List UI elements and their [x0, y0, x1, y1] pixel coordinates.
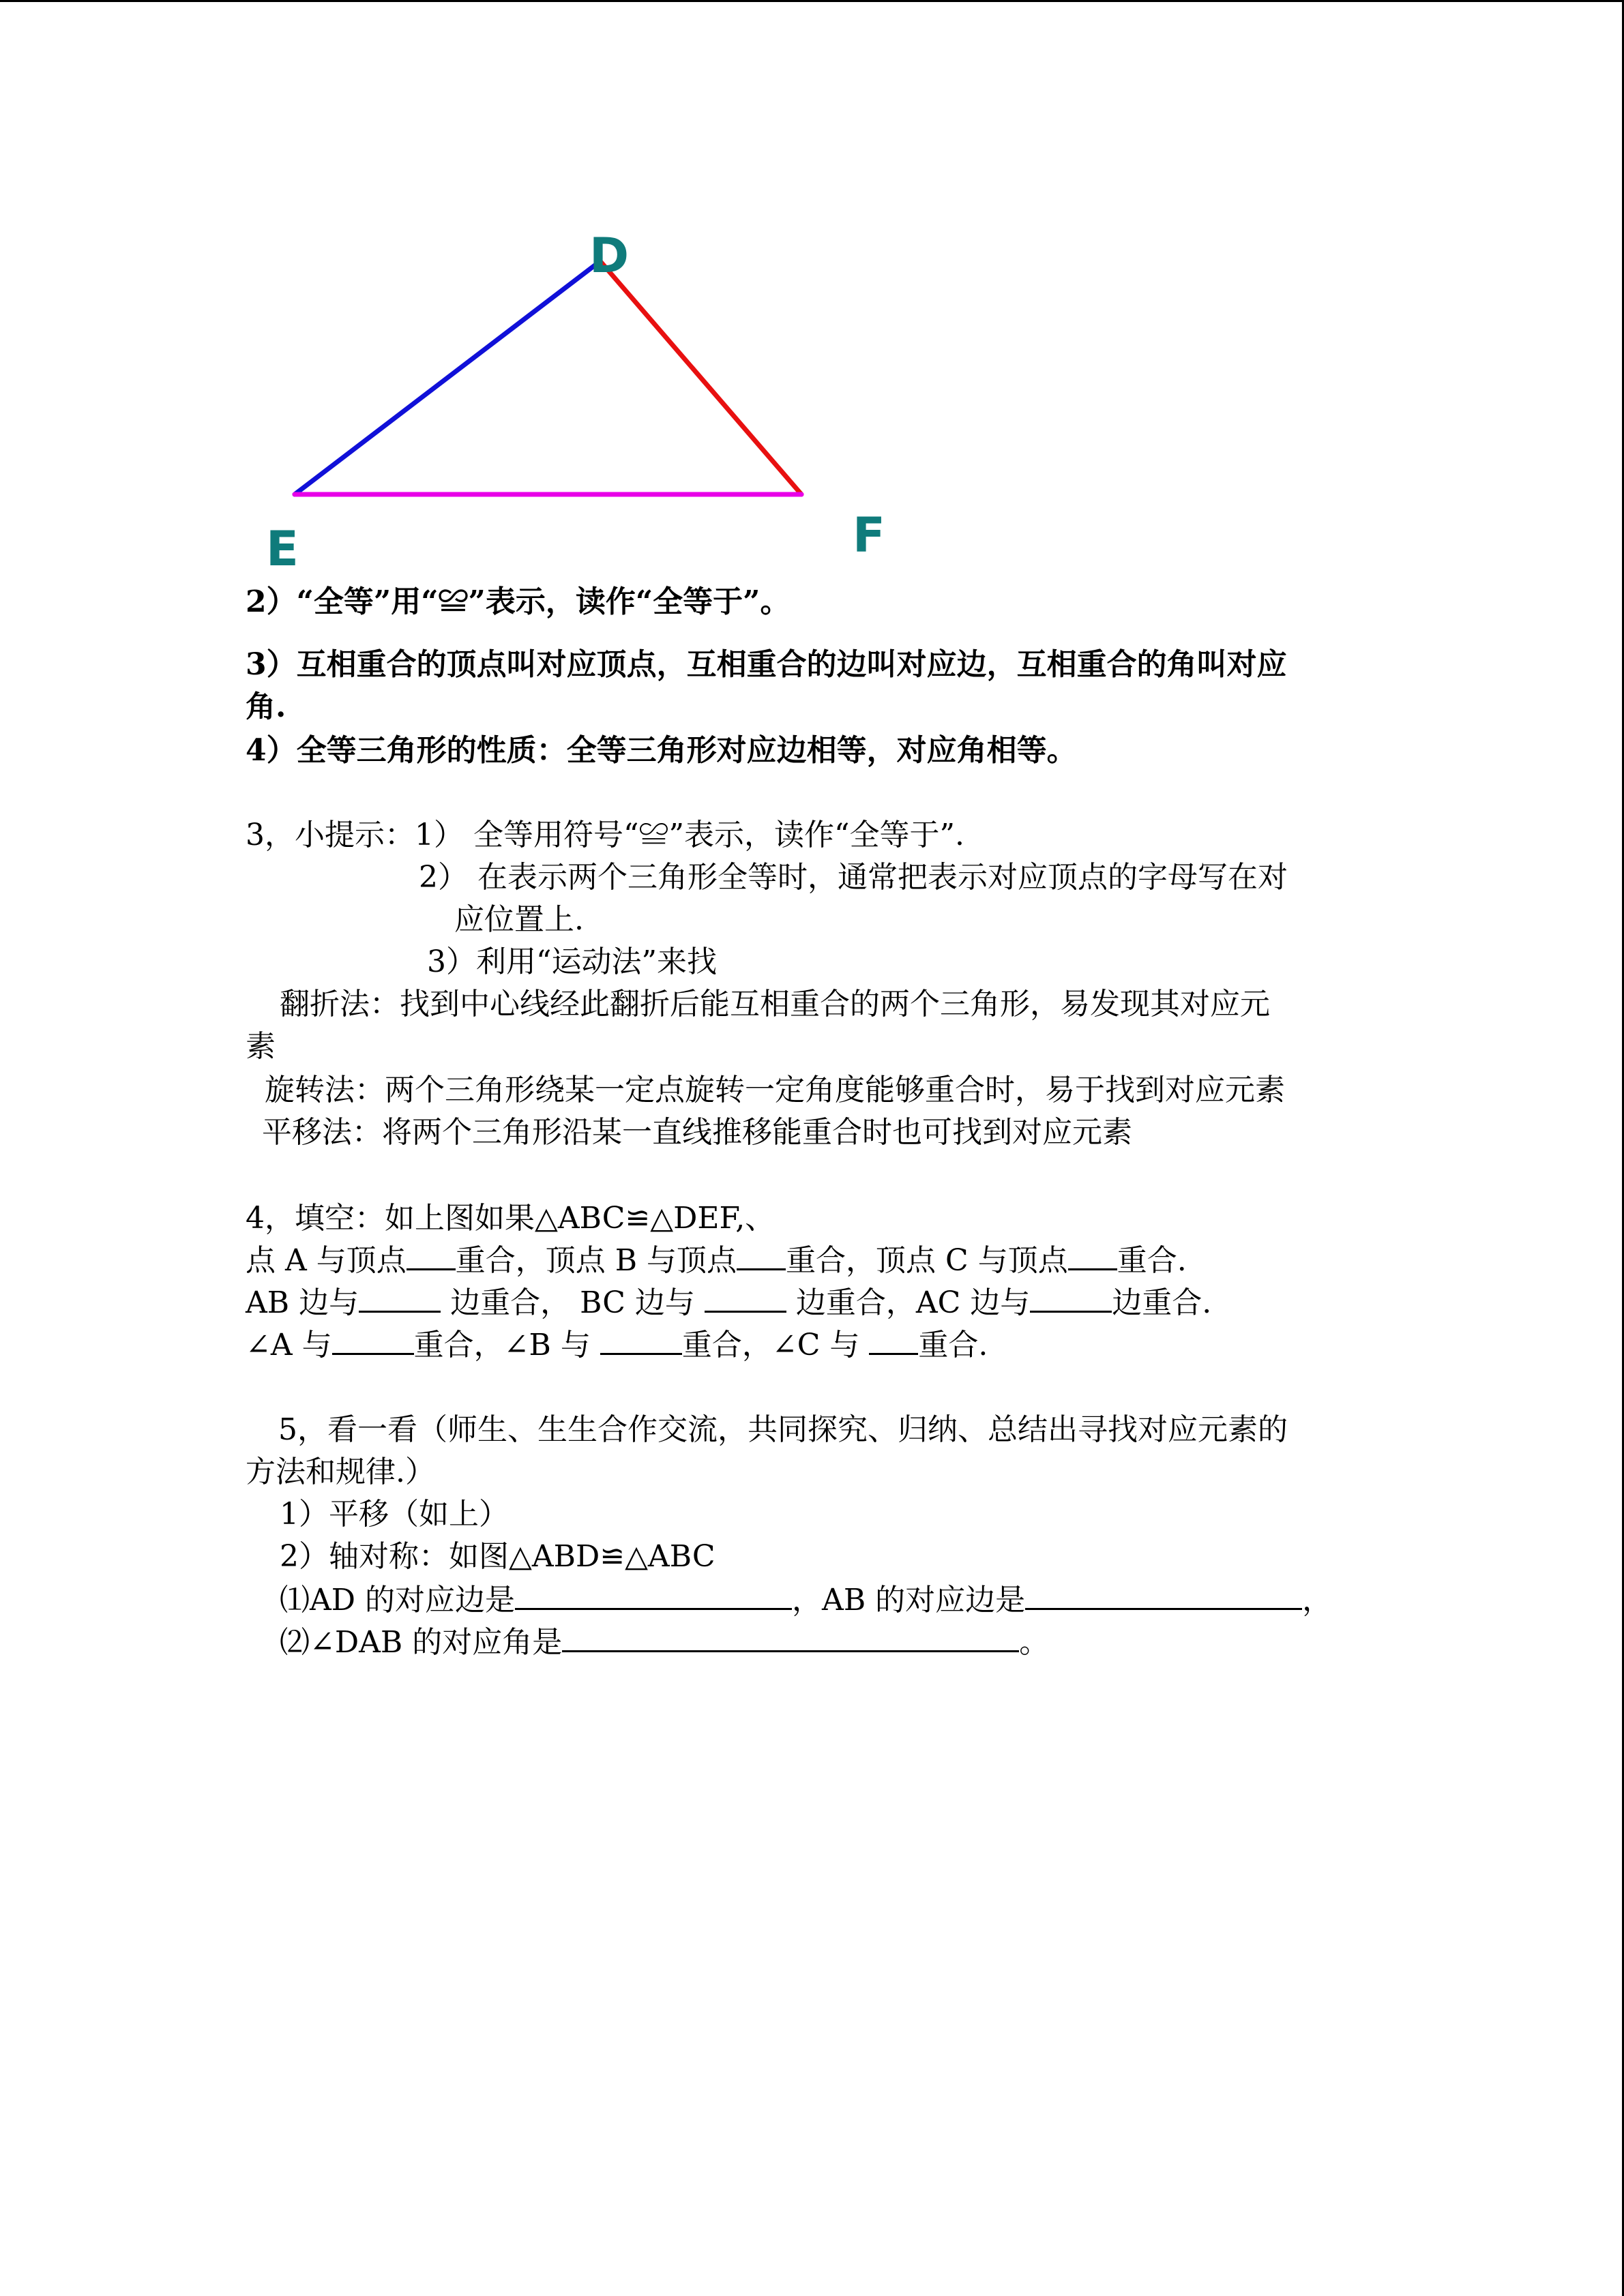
blank-side-ac[interactable]: [1030, 1283, 1112, 1313]
fill-in-angles: ∠A 与 重合，∠B 与 重合，∠C 与 重合.: [246, 1324, 988, 1367]
fold-method-line1: 翻折法：找到中心线经此翻折后能互相重合的两个三角形，易发现其对应元: [280, 987, 1270, 1022]
blank-ab-corresponding[interactable]: [1025, 1581, 1302, 1610]
side-df: [600, 261, 801, 494]
look-point-2: 2）轴对称：如图△ABD≌△ABC: [280, 1539, 715, 1574]
side-de: [295, 261, 600, 494]
look-point-1: 1）平移（如上）: [280, 1497, 509, 1532]
question-1: ⑴AD 的对应边是 ，AB 的对应边是 ，: [280, 1579, 1332, 1622]
fill-in-title: 4，填空：如上图如果△ABC≌△DEF,、: [246, 1201, 776, 1236]
triangle-def-figure: [0, 0, 1624, 614]
vertex-label-e: E: [266, 521, 299, 577]
definition-item-3-line2: 角.: [246, 689, 286, 724]
rotate-method: 旋转法：两个三角形绕某一定点旋转一定角度能够重合时，易于找到对应元素: [265, 1073, 1285, 1107]
blank-angle-b[interactable]: [600, 1326, 682, 1355]
blank-vertex-c[interactable]: [1068, 1241, 1117, 1270]
translate-method: 平移法：将两个三角形沿某一直线推移能重合时也可找到对应元素: [262, 1115, 1132, 1150]
blank-angle-c[interactable]: [869, 1326, 918, 1355]
tip-2-line1: 2） 在表示两个三角形全等时，通常把表示对应顶点的字母写在对: [419, 860, 1288, 895]
tip-2-line2: 应位置上.: [454, 902, 584, 937]
look-title-line2: 方法和规律.）: [246, 1455, 435, 1489]
blank-dab-corresponding[interactable]: [562, 1623, 1019, 1652]
question-2: ⑵∠DAB 的对应角是 。: [280, 1622, 1049, 1664]
look-title-line1: 5，看一看（师生、生生合作交流，共同探究、归纳、总结出寻找对应元素的: [278, 1412, 1288, 1447]
definition-item-2: 2）“全等”用“≌”表示，读作“全等于”。: [246, 584, 791, 619]
definition-item-3-line1: 3）互相重合的顶点叫对应顶点，互相重合的边叫对应边，互相重合的角叫对应: [246, 647, 1287, 682]
blank-angle-a[interactable]: [332, 1326, 414, 1355]
tip-1: 3，小提示：1） 全等用符号“≌”表示，读作“全等于”.: [246, 818, 964, 852]
fill-in-vertices: 点 A 与顶点 重合，顶点 B 与顶点 重合，顶点 C 与顶点 重合.: [246, 1240, 1187, 1282]
tip-3: 3）利用“运动法”来找: [427, 944, 717, 979]
blank-side-bc[interactable]: [705, 1283, 786, 1313]
blank-ad-corresponding[interactable]: [515, 1581, 792, 1610]
blank-side-ab[interactable]: [359, 1283, 441, 1313]
fill-in-sides: AB 边与 边重合， BC 边与 边重合，AC 边与 边重合.: [246, 1282, 1211, 1324]
fold-method-line2: 素: [246, 1029, 276, 1064]
vertex-label-f: F: [853, 507, 885, 563]
blank-vertex-a[interactable]: [407, 1241, 456, 1270]
vertex-label-d: D: [589, 228, 630, 284]
definition-item-4: 4）全等三角形的性质：全等三角形对应边相等，对应角相等。: [246, 733, 1077, 768]
blank-vertex-b[interactable]: [737, 1241, 786, 1270]
